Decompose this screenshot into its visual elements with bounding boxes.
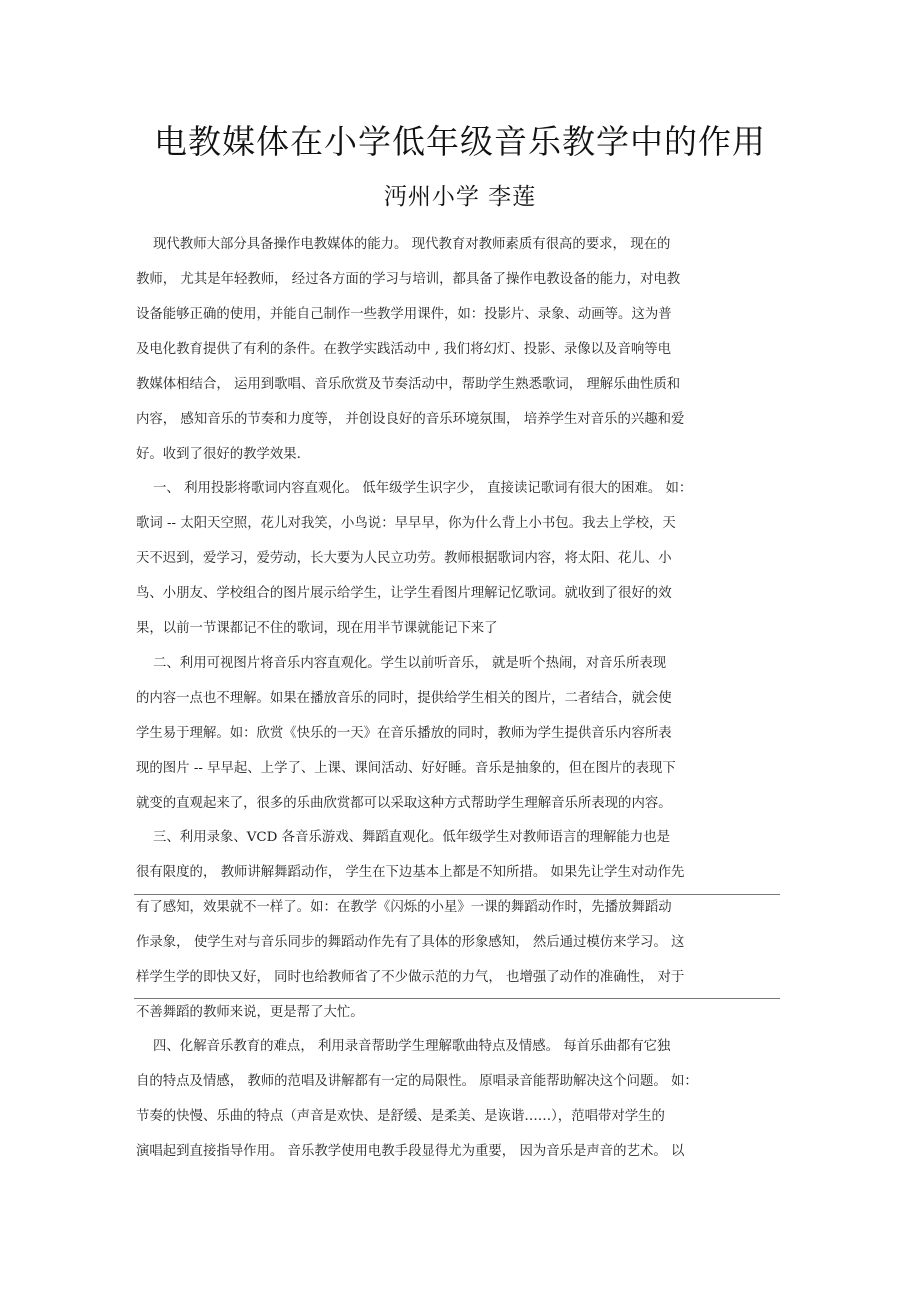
body-text-line: 自的特点及情感， 教师的范唱及讲解都有一定的局限性。 原唱录音能帮助解决这个问题。 如：: [136, 1074, 698, 1089]
document-author: 沔州小学 李莲: [383, 184, 537, 210]
divider-rule: [134, 894, 780, 895]
body-text-line: 作录象， 使学生对与音乐同步的舞蹈动作先有了具体的形象感知， 然后通过模仿来学习。 这: [136, 935, 685, 950]
body-text-line: 果，以前一节课都记不住的歌词，现在用半节课就能记下来了: [136, 621, 498, 636]
body-text-line: 四、化解音乐教育的难点， 利用录音帮助学生理解歌曲特点及情感。 每首乐曲都有它独: [136, 1039, 671, 1054]
body-text-line: 现代教师大部分具备操作电教媒体的能力。 现代教育对教师素质有很高的要求， 现在的: [136, 237, 671, 252]
document-title: 电教媒体在小学低年级音乐教学中的作用: [154, 122, 766, 161]
body-text-line: 教师， 尤其是年轻教师， 经过各方面的学习与培训，都具备了操作电教设备的能力，对电教: [136, 272, 681, 287]
body-text-line: 就变的直观起来了，很多的乐曲欣赏都可以采取这种方式帮助学生理解音乐所表现的内容。: [136, 796, 672, 811]
body-text-line: 天不迟到，爱学习，爱劳动，长大要为人民立功劳。教师根据歌词内容，将太阳、花儿、小: [136, 551, 672, 566]
body-text-line: 教媒体相结合， 运用到歌唱、音乐欣赏及节奏活动中，帮助学生熟悉歌词， 理解乐曲性质和: [136, 377, 681, 392]
body-text-line: 现的图片 -- 早早起、上学了、上课、课间活动、好好睡。音乐是抽象的，但在图片的表现下: [136, 761, 676, 776]
divider-rule: [134, 998, 780, 999]
body-text-line: 有了感知，效果就不一样了。如：在教学《闪烁的小星》一课的舞蹈动作时，先播放舞蹈动: [136, 900, 672, 915]
body-text-line: 歌词 -- 太阳天空照，花儿对我笑，小鸟说：早早早，你为什么背上小书包。我去上学校，天: [136, 516, 676, 531]
body-text-line: 一、 利用投影将歌词内容直观化。 低年级学生识字少， 直接读记歌词有很大的困难。 如：: [136, 481, 693, 496]
body-text-line: 很有限度的， 教师讲解舞蹈动作， 学生在下边基本上都是不知所措。 如果先让学生对动作先: [136, 865, 685, 880]
body-text-line: 样学生学的即快又好， 同时也给教师省了不少做示范的力气， 也增强了动作的准确性， 对于: [136, 970, 685, 985]
body-text-line: 节奏的快慢、乐曲的特点（声音是欢快、是舒缓、是柔美、是诙谐……），范唱带对学生的: [136, 1109, 665, 1124]
body-text-line: 好。收到了很好的教学效果.: [136, 447, 301, 462]
body-text-line: 的内容一点也不理解。如果在播放音乐的同时，提供给学生相关的图片，二者结合，就会使: [136, 691, 672, 706]
body-text-line: 学生易于理解。如：欣赏《快乐的一天》在音乐播放的同时，教师为学生提供音乐内容所表: [136, 726, 672, 741]
body-text-line: 三、利用录象、VCD 各音乐游戏、舞蹈直观化。低年级学生对教师语言的理解能力也是: [136, 830, 670, 845]
body-text-line: 不善舞蹈的教师来说，更是帮了大忙。: [136, 1005, 364, 1020]
body-text-line: 演唱起到直接指导作用。 音乐教学使用电教手段显得尤为重要， 因为音乐是声音的艺术。 以: [136, 1144, 685, 1159]
body-text-line: 及电化教育提供了有利的条件。在教学实践活动中 , 我们将幻灯、投影、录像以及音响等电: [136, 342, 672, 357]
body-text-line: 二、利用可视图片将音乐内容直观化。学生以前听音乐， 就是听个热闹，对音乐所表现: [136, 656, 667, 671]
body-text-line: 鸟、小朋友、学校组合的图片展示给学生，让学生看图片理解记忆歌词。就收到了很好的效: [136, 586, 672, 601]
body-text-line: 内容， 感知音乐的节奏和力度等， 并创设良好的音乐环境氛围， 培养学生对音乐的兴趣和爱: [136, 412, 685, 427]
body-text-line: 设备能够正确的使用，并能自己制作一些教学用课件，如：投影片、录象、动画等。这为普: [136, 307, 672, 322]
